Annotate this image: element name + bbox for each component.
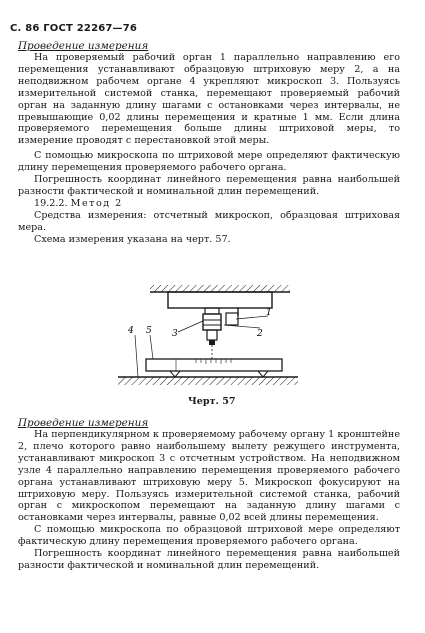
label-4: 4: [128, 326, 134, 336]
page-number: С. 86: [10, 23, 40, 34]
section-heading: Проведение измерения: [18, 417, 149, 429]
figure-caption: Черт. 57: [188, 396, 236, 407]
standard-code: ГОСТ 22267—76: [43, 23, 138, 34]
label-2: 2: [257, 329, 263, 339]
paragraph: На проверяемый рабочий орган 1 параллельно направлению его перемещения устанавливают образцовую штриховую меру 2, а на неподвижном рабочем органе 4 укрепляют микроскоп 3. Пользуясь измерительной системой станка, перемещают проверяемый рабочий орган на заданную длину шагами с остановками через интервалы, не превышающие 0,02 длины перемещения и кратные 1 мм. Если длина проверяемого перемещения больше длины штриховой меры, то измерение проводят с перестановкой этой меры.: [18, 52, 400, 147]
method-scheme: Схема измерения указана на черт. 57.: [34, 233, 231, 245]
figure-57: [0, 283, 425, 395]
top-support: [150, 285, 290, 292]
page-header: [10, 23, 137, 34]
method-tools: Средства измерения: отсчетный микроскоп, образцовая штриховая мера.: [18, 209, 400, 233]
microscope: [205, 308, 219, 314]
section-heading: Проведение измерения: [18, 40, 149, 52]
method-title: 19.2.2. Метод 2: [34, 197, 123, 209]
section-1: [18, 40, 400, 246]
label-5: 5: [146, 326, 152, 336]
paragraph: Погрешность координат линейного перемещения равна наибольшей разности фактической и номинальной длин перемещений.: [18, 548, 400, 571]
working-organ: [168, 292, 272, 308]
paragraph: Погрешность координат линейного перемещения равна наибольшей разности фактической и номинальной длин перемещений.: [18, 174, 400, 197]
label-1: 1: [266, 308, 272, 318]
paragraph: С помощью микроскопа по штриховой мере определяют фактическую длину перемещения проверяемого рабочего органа.: [18, 150, 400, 174]
paragraph: С помощью микроскопа по образцовой штриховой мере определяют фактическую длину перемещения проверяемого рабочего органа.: [18, 524, 400, 548]
line-scale: [146, 359, 282, 371]
label-3: 3: [172, 329, 178, 339]
section-2: [18, 417, 400, 572]
paragraph: На перпендикулярном к проверяемому рабочему органу 1 кронштейне 2, плечо которого равно наибольшему вылету режущего инструмента, устанавливают микроскоп 3 с отсчетным устройством. На неподвижном узле 4 параллельно направлению перемещения проверяемого рабочего органа устанавливают штриховую меру 5. Микроскоп фокусируют на штриховую меру. Пользуясь измерительной системой станка, рабочий орган с микроскопом перемещают на заданную длину шагами с остановками через интервалы, равные 0,02 всей длины перемещения.: [18, 429, 400, 524]
fixed-base: [118, 377, 298, 385]
